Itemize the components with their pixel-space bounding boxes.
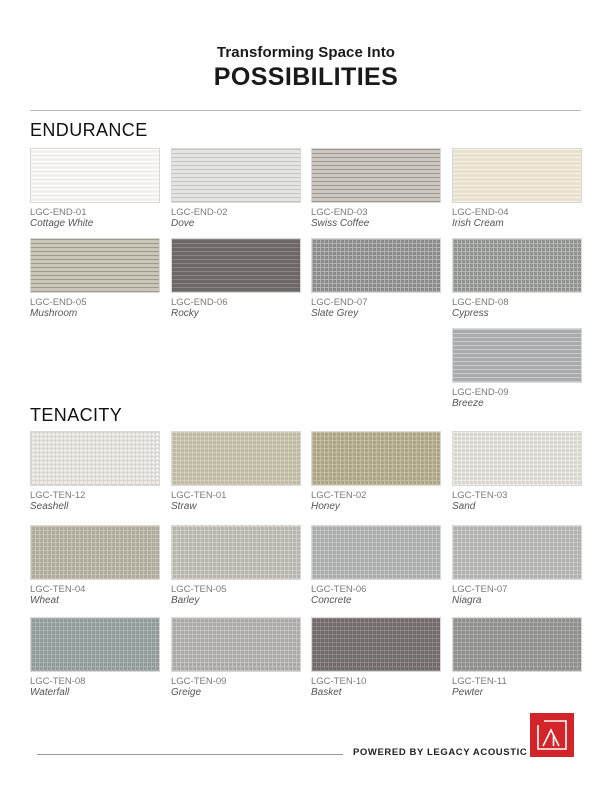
fabric-swatch-image <box>452 328 582 383</box>
fabric-swatch-image <box>311 148 441 203</box>
fabric-swatch-image <box>171 431 301 486</box>
fabric-swatch-image <box>30 617 160 672</box>
swatch-card <box>171 617 301 699</box>
swatch-card <box>452 328 582 410</box>
swatch-card <box>30 431 160 513</box>
swatch-code: LGC-TEN-01 <box>171 490 227 501</box>
swatch-card <box>171 525 301 607</box>
swatch-name: Mushroom <box>30 308 78 319</box>
section-title-endurance: ENDURANCE <box>30 120 148 140</box>
footer-powered-by: POWERED BY LEGACY ACOUSTIC <box>353 747 528 758</box>
logo-icon <box>530 713 574 757</box>
swatch-card <box>30 525 160 607</box>
fabric-swatch-image <box>171 617 301 672</box>
swatch-code: LGC-END-04 <box>452 207 509 218</box>
swatch-code: LGC-TEN-08 <box>30 676 86 687</box>
fabric-swatch-image <box>311 617 441 672</box>
swatch-code: LGC-TEN-09 <box>171 676 227 687</box>
fabric-swatch-image <box>311 238 441 293</box>
footer-divider <box>37 754 343 755</box>
page-subtitle: Transforming Space Into <box>216 44 396 61</box>
swatch-card <box>311 148 441 230</box>
swatch-code: LGC-TEN-12 <box>30 490 86 501</box>
swatch-card <box>311 238 441 320</box>
swatch-card <box>171 431 301 513</box>
swatch-code: LGC-TEN-04 <box>30 584 86 595</box>
swatch-code: LGC-TEN-02 <box>311 490 367 501</box>
swatch-card <box>452 148 582 230</box>
fabric-swatch-image <box>311 431 441 486</box>
swatch-name: Cottage White <box>30 218 94 229</box>
swatch-card <box>452 617 582 699</box>
fabric-swatch-image <box>452 431 582 486</box>
fabric-swatch-image <box>30 431 160 486</box>
fabric-swatch-image <box>452 525 582 580</box>
fabric-swatch-image <box>452 617 582 672</box>
fabric-swatch-image <box>30 525 160 580</box>
swatch-name: Seashell <box>30 501 69 512</box>
swatch-name: Dove <box>171 218 195 229</box>
swatch-code: LGC-TEN-10 <box>311 676 367 687</box>
swatch-card <box>30 238 160 320</box>
page-header <box>0 44 612 92</box>
swatch-name: Pewter <box>452 687 484 698</box>
swatch-code: LGC-END-06 <box>171 297 228 308</box>
swatch-code: LGC-END-01 <box>30 207 87 218</box>
swatch-name: Niagra <box>452 595 482 606</box>
swatch-card <box>30 148 160 230</box>
fabric-swatch-image <box>452 148 582 203</box>
swatch-code: LGC-END-09 <box>452 387 509 398</box>
swatch-card <box>311 525 441 607</box>
swatch-code: LGC-END-03 <box>311 207 368 218</box>
swatch-name: Greige <box>171 687 202 698</box>
page-title: POSSIBILITIES <box>213 63 399 91</box>
swatch-code: LGC-END-07 <box>311 297 368 308</box>
swatch-code: LGC-TEN-03 <box>452 490 508 501</box>
swatch-name: Swiss Coffee <box>311 218 370 229</box>
fabric-swatch-image <box>171 148 301 203</box>
swatch-card <box>311 431 441 513</box>
swatch-card <box>452 431 582 513</box>
swatch-name: Rocky <box>171 308 199 319</box>
swatch-name: Basket <box>311 687 342 698</box>
swatch-name: Breeze <box>452 398 484 409</box>
swatch-card <box>171 148 301 230</box>
fabric-swatch-image <box>30 148 160 203</box>
swatch-code: LGC-TEN-11 <box>452 676 507 687</box>
swatch-name: Slate Grey <box>311 308 359 319</box>
swatch-name: Cypress <box>452 308 489 319</box>
fabric-swatch-image <box>30 238 160 293</box>
fabric-swatch-image <box>171 238 301 293</box>
swatch-name: Irish Cream <box>452 218 504 229</box>
swatch-code: LGC-END-05 <box>30 297 87 308</box>
header-divider <box>30 110 581 111</box>
swatch-name: Waterfall <box>30 687 70 698</box>
swatch-card <box>30 617 160 699</box>
swatch-code: LGC-TEN-06 <box>311 584 367 595</box>
swatch-name: Wheat <box>30 595 59 606</box>
swatch-card <box>452 525 582 607</box>
swatch-name: Barley <box>171 595 200 606</box>
swatch-name: Sand <box>452 501 476 512</box>
swatch-card <box>311 617 441 699</box>
fabric-swatch-image <box>452 238 582 293</box>
swatch-code: LGC-TEN-07 <box>452 584 508 595</box>
swatch-code: LGC-END-02 <box>171 207 228 218</box>
swatch-code: LGC-TEN-05 <box>171 584 227 595</box>
swatch-card <box>171 238 301 320</box>
fabric-swatch-image <box>311 525 441 580</box>
fabric-swatch-image <box>171 525 301 580</box>
swatch-name: Straw <box>171 501 197 512</box>
section-title-tenacity: TENACITY <box>30 405 123 425</box>
swatch-name: Concrete <box>311 595 352 606</box>
swatch-code: LGC-END-08 <box>452 297 509 308</box>
legacy-acoustic-logo <box>530 713 574 757</box>
swatch-name: Honey <box>311 501 340 512</box>
swatch-card <box>452 238 582 320</box>
